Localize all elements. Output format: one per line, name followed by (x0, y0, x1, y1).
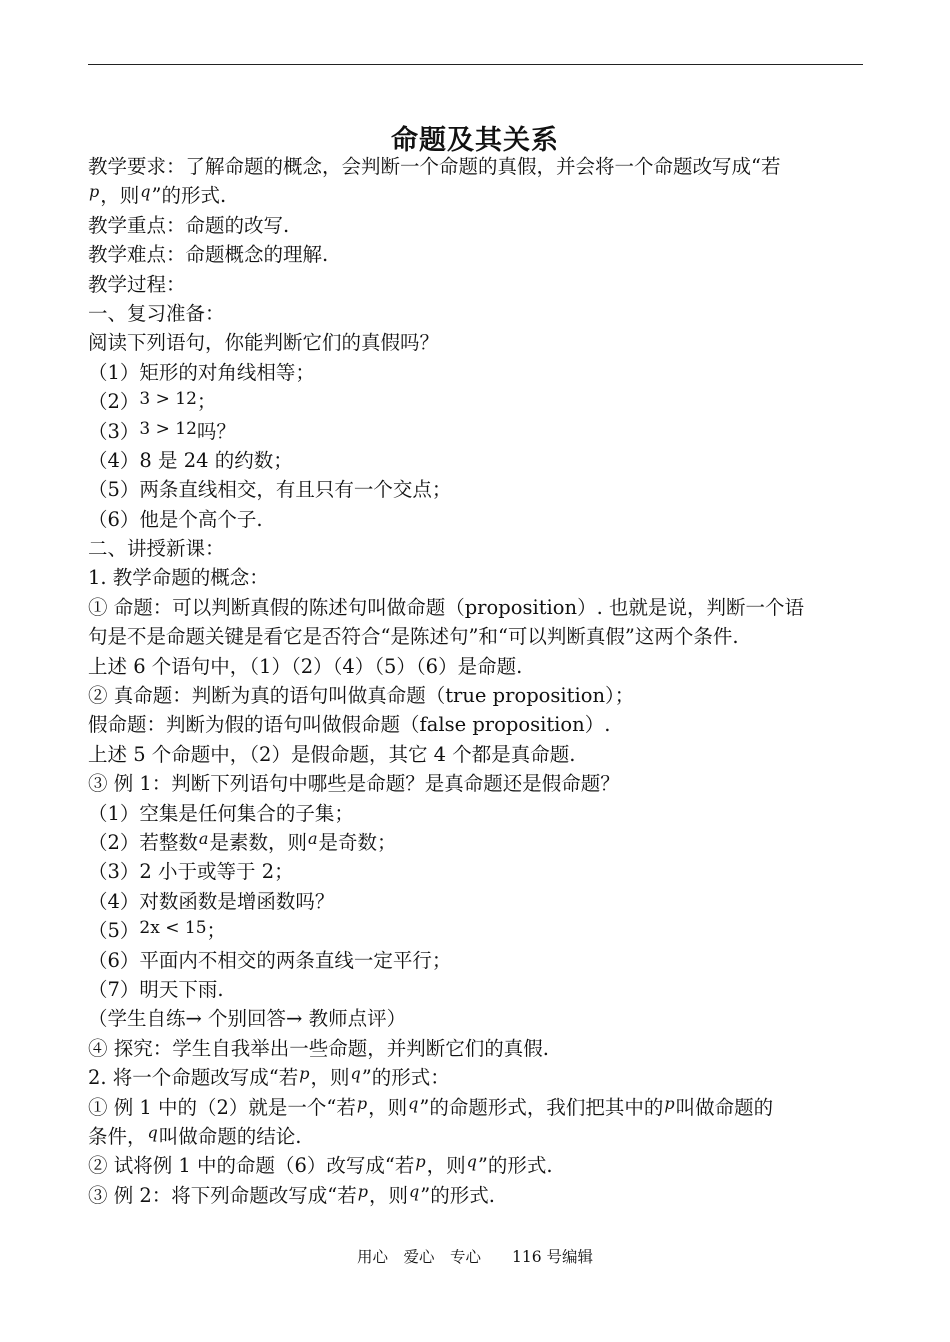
difficulty: 教学难点：命题概念的理解. (88, 243, 329, 267)
key-point: 教学重点：命题的改写. (88, 213, 290, 237)
example-1-item-1: （1）空集是任何集合的子集； (88, 801, 354, 825)
document-body (88, 152, 866, 1210)
statement-5: （5）两条直线相交，有且只有一个交点； (88, 478, 452, 502)
example-1-heading: ③ 例 1：判断下列语句中哪些是命题？是真命题还是假命题？ (88, 772, 620, 796)
teaching-process: 教学过程： (88, 272, 186, 296)
statement-2: （2）3 > 12； (88, 389, 217, 414)
concept-false-proposition: 假命题：判断为假的语句叫做假命题（false proposition）. (88, 713, 611, 737)
statement-3: （3）3 > 12吗？ (88, 418, 236, 443)
teaching-requirement-cont: $^p$，则$^q$”的形式. (89, 182, 227, 208)
teaching-requirement: 教学要求：了解命题的概念，会判断一个命题的真假，并会将一个命题改写成“若 (88, 155, 781, 178)
page-footer: 用心 爱心 专心 116 号编辑 (356, 1248, 593, 1266)
example-1-item-4: （4）对数函数是增函数吗？ (88, 889, 335, 913)
concept-proposition: ① 命题：可以判断真假的陈述句叫做命题（proposition）. 也就是说，判断一个语 (88, 595, 804, 619)
rewrite-2: ② 试将例 1 中的命题（6）改写成“若$^p$，则$^q$”的形式. (88, 1152, 553, 1178)
section-review: 一、复习准备： (88, 301, 225, 325)
statement-4: （4）8 是 24 的约数； (88, 448, 293, 472)
header-rule (88, 64, 863, 65)
example-1-item-3: （3）2 小于或等于 2； (88, 860, 294, 884)
example-1-item-2: （2）若整数$^a$是素数，则$^a$是奇数； (88, 828, 397, 854)
explore: ④ 探究：学生自我举出一些命题，并判断它们的真假. (88, 1036, 549, 1060)
concept-proposition-cont: 句是不是命题关键是看它是否符合“是陈述句”和“可以判断真假”这两个条件. (88, 625, 739, 649)
section-new-lesson: 二、讲授新课： (88, 537, 225, 561)
statement-1: （1）矩形的对角线相等； (88, 360, 315, 384)
practice-note: （学生自练→ 个别回答→ 教师点评） (88, 1007, 407, 1031)
statement-6: （6）他是个高个子. (88, 507, 263, 531)
rewrite-1-cont: 条件，$^q$叫做命题的结论. (88, 1122, 302, 1148)
rewrite-3: ③ 例 2：将下列命题改写成“若$^p$，则$^q$”的形式. (88, 1181, 495, 1207)
concept-truth-summary: 上述 5 个命题中，（2）是假命题，其它 4 个都是真命题. (88, 742, 576, 766)
heading-concept: 1. 教学命题的概念： (88, 566, 269, 590)
heading-rewrite: 2. 将一个命题改写成“若$^p$，则$^q$”的形式： (88, 1064, 450, 1090)
concept-true-proposition: ② 真命题：判断为真的语句叫做真命题（true proposition）； (88, 684, 635, 708)
example-1-item-6: （6）平面内不相交的两条直线一定平行； (88, 948, 452, 972)
example-1-item-5: （5）2x < 15； (88, 918, 227, 943)
page-title: 命题及其关系 (391, 125, 559, 156)
example-1-item-7: （7）明天下雨. (88, 977, 224, 1001)
concept-proposition-summary: 上述 6 个语句中，（1）（2）（4）（5）（6）是命题. (88, 654, 523, 678)
review-question: 阅读下列语句，你能判断它们的真假吗？ (88, 331, 440, 355)
rewrite-1: ① 例 1 中的（2）就是一个“若$^p$，则$^q$”的命题形式，我们把其中的$^p$叫做命题的 (88, 1093, 774, 1119)
